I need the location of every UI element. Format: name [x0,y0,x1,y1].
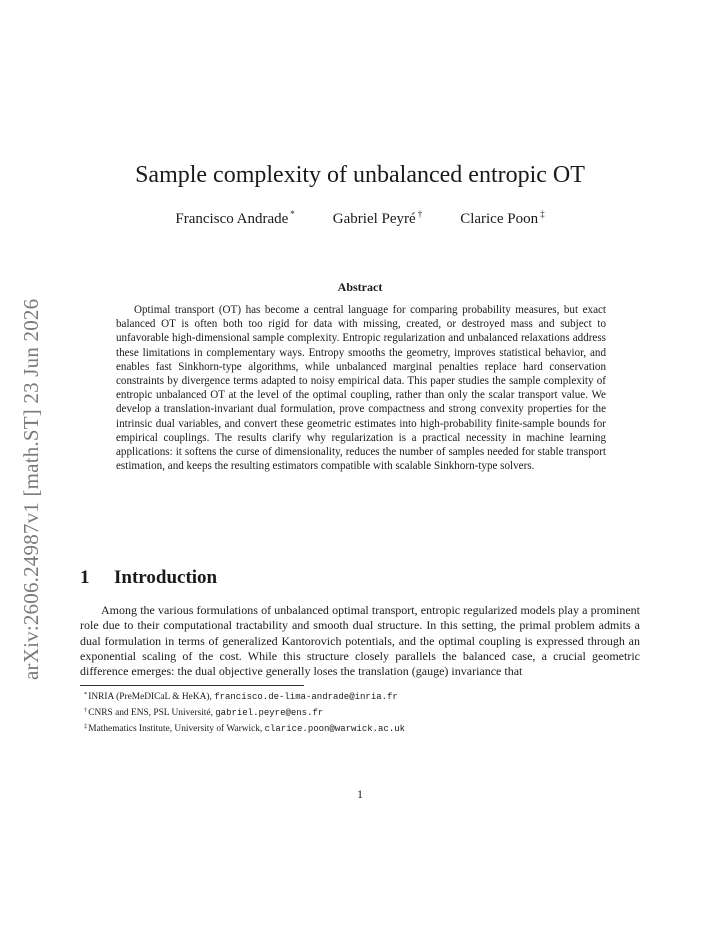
section-title: Introduction [114,567,218,588]
author-footnote-mark: ‡ [540,209,545,219]
section-number: 1 [80,567,90,588]
footnote-mark: * [84,691,88,698]
footnote-email[interactable]: gabriel.peyre@ens.fr [215,708,324,718]
abstract-text: Optimal transport (OT) has become a central language for comparing probability measures, but exact balanced OT is often both too rigid for data with missing, created, or destroyed mass and subject to unfavorable high-dimensional sample complexity. Entropic regularization and unbalanced relaxations address these limitations in complementary ways. Entropy smooths the geometry, improves statistical behavior, and enables fast Sinkhorn-type algorithms, while unbalanced marginal penalties replace hard conservation constraints by divergence terms adapted to noisy empirical data. This paper studies the sample complexity of entropic unbalanced OT at the level of the optimal coupling, rather than only the scalar transport value. We develop a translation-invariant dual formulation, prove compactness and strong convexity properties for the intrinsic dual variables, and convert these geometric estimates into high-probability finite-sample bounds for empirical couplings. The results clarify why regularization is a practical necessity in machine learning applications: it softens the curse of dimensionality, reduces the number of samples needed for stable transport estimation, and keeps the resulting estimators compatible with scalable Sinkhorn-type solvers. [116,304,606,473]
arxiv-identifier-stamp: arXiv:2606.24987v1 [math.ST] 23 Jun 2026 [19,298,43,680]
footnote-email[interactable]: francisco.de-lima-andrade@inria.fr [214,692,398,702]
author-name: Francisco Andrade [175,211,289,227]
author [460,209,544,228]
footnote-divider [80,685,304,686]
footnote-mark: † [84,707,88,714]
footnote-text: CNRS and ENS, PSL Université, [88,708,216,718]
section-heading [80,567,217,589]
author-list [0,209,720,228]
introduction-paragraph: Among the various formulations of unbalanced optimal transport, entropic regularized models play a prominent role due to their computational tractability and smooth dual structure. In this setting, the primal problem admits a dual formulation in terms of generalized Kantorovich potentials, and the optimal coupling is expressed through an exponential scaling of the cost. While this structure closely parallels the balanced case, a crucial geometric difference emerges: the dual objective generally loses the translation (gauge) invariance that [80,603,640,679]
author-name: Clarice Poon [460,211,539,227]
footnote-email[interactable]: clarice.poon@warwick.ac.uk [264,724,406,734]
paper-title: Sample complexity of unbalanced entropic OT [135,162,585,188]
page-number: 1 [357,787,363,801]
author [175,209,294,228]
footnote-mark: ‡ [84,723,88,730]
footnote [80,720,640,736]
footnote-text: INRIA (PreMeDICaL & HeKA), [88,692,215,702]
author-footnote-mark: * [290,209,295,219]
footnote-text: Mathematics Institute, University of Warwick, [88,724,265,734]
author [333,209,422,228]
author-name: Gabriel Peyré [332,211,416,227]
abstract-heading: Abstract [337,280,383,294]
footnotes [80,688,640,736]
author-footnote-mark: † [417,209,423,219]
footnote [80,704,640,720]
footnote [80,688,640,704]
